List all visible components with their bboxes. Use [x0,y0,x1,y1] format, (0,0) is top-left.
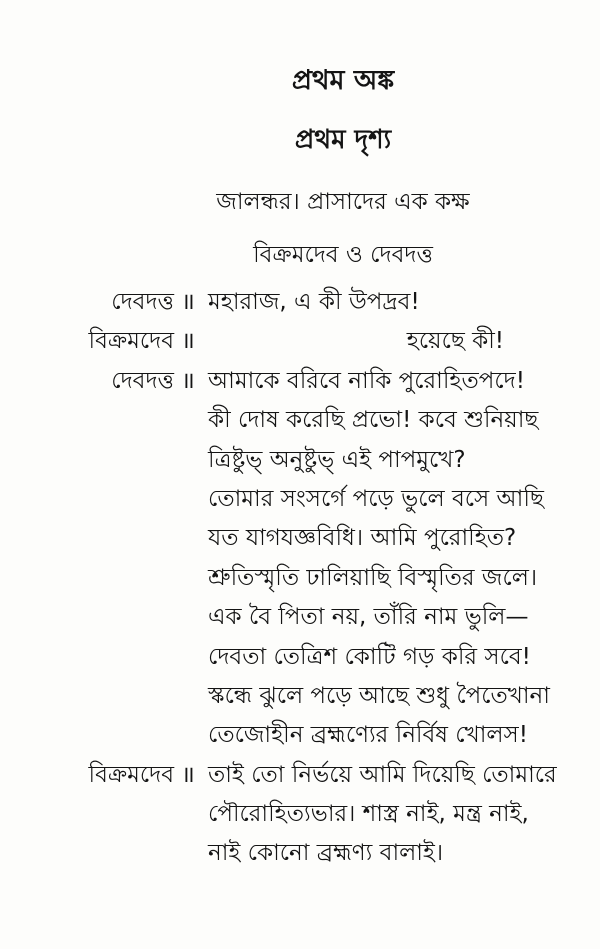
dialogue-row [62,327,540,366]
speaker-name: বিক্রমদেব [88,328,174,355]
dialogue-text: তাই তো নির্ভয়ে আমি দিয়েছি তোমারে [208,761,557,788]
dialogue-text: আমাকে বরিবে নাকি পুরোহিতপদে! [208,367,525,394]
dialogue-row [62,761,557,800]
dialogue-row [62,564,540,603]
dialogue-text: কী দোষ করেছি প্রভো! কবে শুনিয়াছ [208,407,539,434]
dialogue-text: মহারাজ, এ কী উপদ্রব! [208,289,420,315]
act-heading: প্রথম অঙ্ক [291,65,395,96]
dialogue-list [62,288,557,879]
scene-heading: প্রথম দৃশ্য [294,125,392,155]
dialogue-row [62,643,540,682]
dialogue-row [62,839,540,878]
dialogue-text: দেবতা তেত্রিশ কোটি গড় করি সবে! [208,643,531,670]
dialogue-text: হয়েছে কী! [406,328,504,355]
speaker-separator: ॥ [181,289,195,315]
speaker-separator: ॥ [181,367,195,394]
dialogue-text: তেজোহীন ব্রহ্মণ্যের নির্বিষ খোলস! [208,722,528,749]
dialogue-text: পৌরোহিত্যভার। শাস্ত্র নাই, মন্ত্র নাই, [208,801,529,828]
dialogue-text: এক বৈ পিতা নয়, তাঁরি নাম ভুলি— [208,604,529,631]
dialogue-text: তোমার সংসর্গে পড়ে ভুলে বসে আছি [208,485,544,512]
speaker-name: বিক্রমদেব [88,761,174,788]
dialogue-text: শ্রুতিস্মৃতি ঢালিয়াছি বিস্মৃতির জলে। [208,564,538,591]
dialogue-row [62,800,540,839]
dialogue-text: যত যাগযজ্ঞবিধি। আমি পুরোহিত? [208,525,517,552]
speaker-name: দেবদত্ত [111,367,174,394]
dialogue-row [62,288,540,327]
dialogue-row [62,603,540,642]
dialogue-row [62,406,540,445]
dialogue-row [62,721,540,760]
cast-line: বিক্রমদেব ও দেবদত্ত [253,242,433,268]
dialogue-text: স্কন্ধে ঝুলে পড়ে আছে শুধু পৈতেখানা [208,682,550,709]
speaker-separator: ॥ [181,761,195,788]
dialogue-row [62,446,540,485]
dialogue-text: ত্রিষ্টুভ্ অনুষ্টুভ্ এই পাপমুখে? [208,446,466,473]
dialogue-row [62,367,540,406]
setting-line: জালন্ধর। প্রাসাদের এক কক্ষ [216,189,470,215]
dialogue-row [62,524,540,563]
dialogue-text: নাই কোনো ব্রহ্মণ্য বালাই। [208,840,444,867]
dialogue-row [62,485,544,524]
dialogue-row [62,682,550,721]
speaker-name: দেবদত্ত [111,289,174,315]
speaker-separator: ॥ [181,328,195,355]
